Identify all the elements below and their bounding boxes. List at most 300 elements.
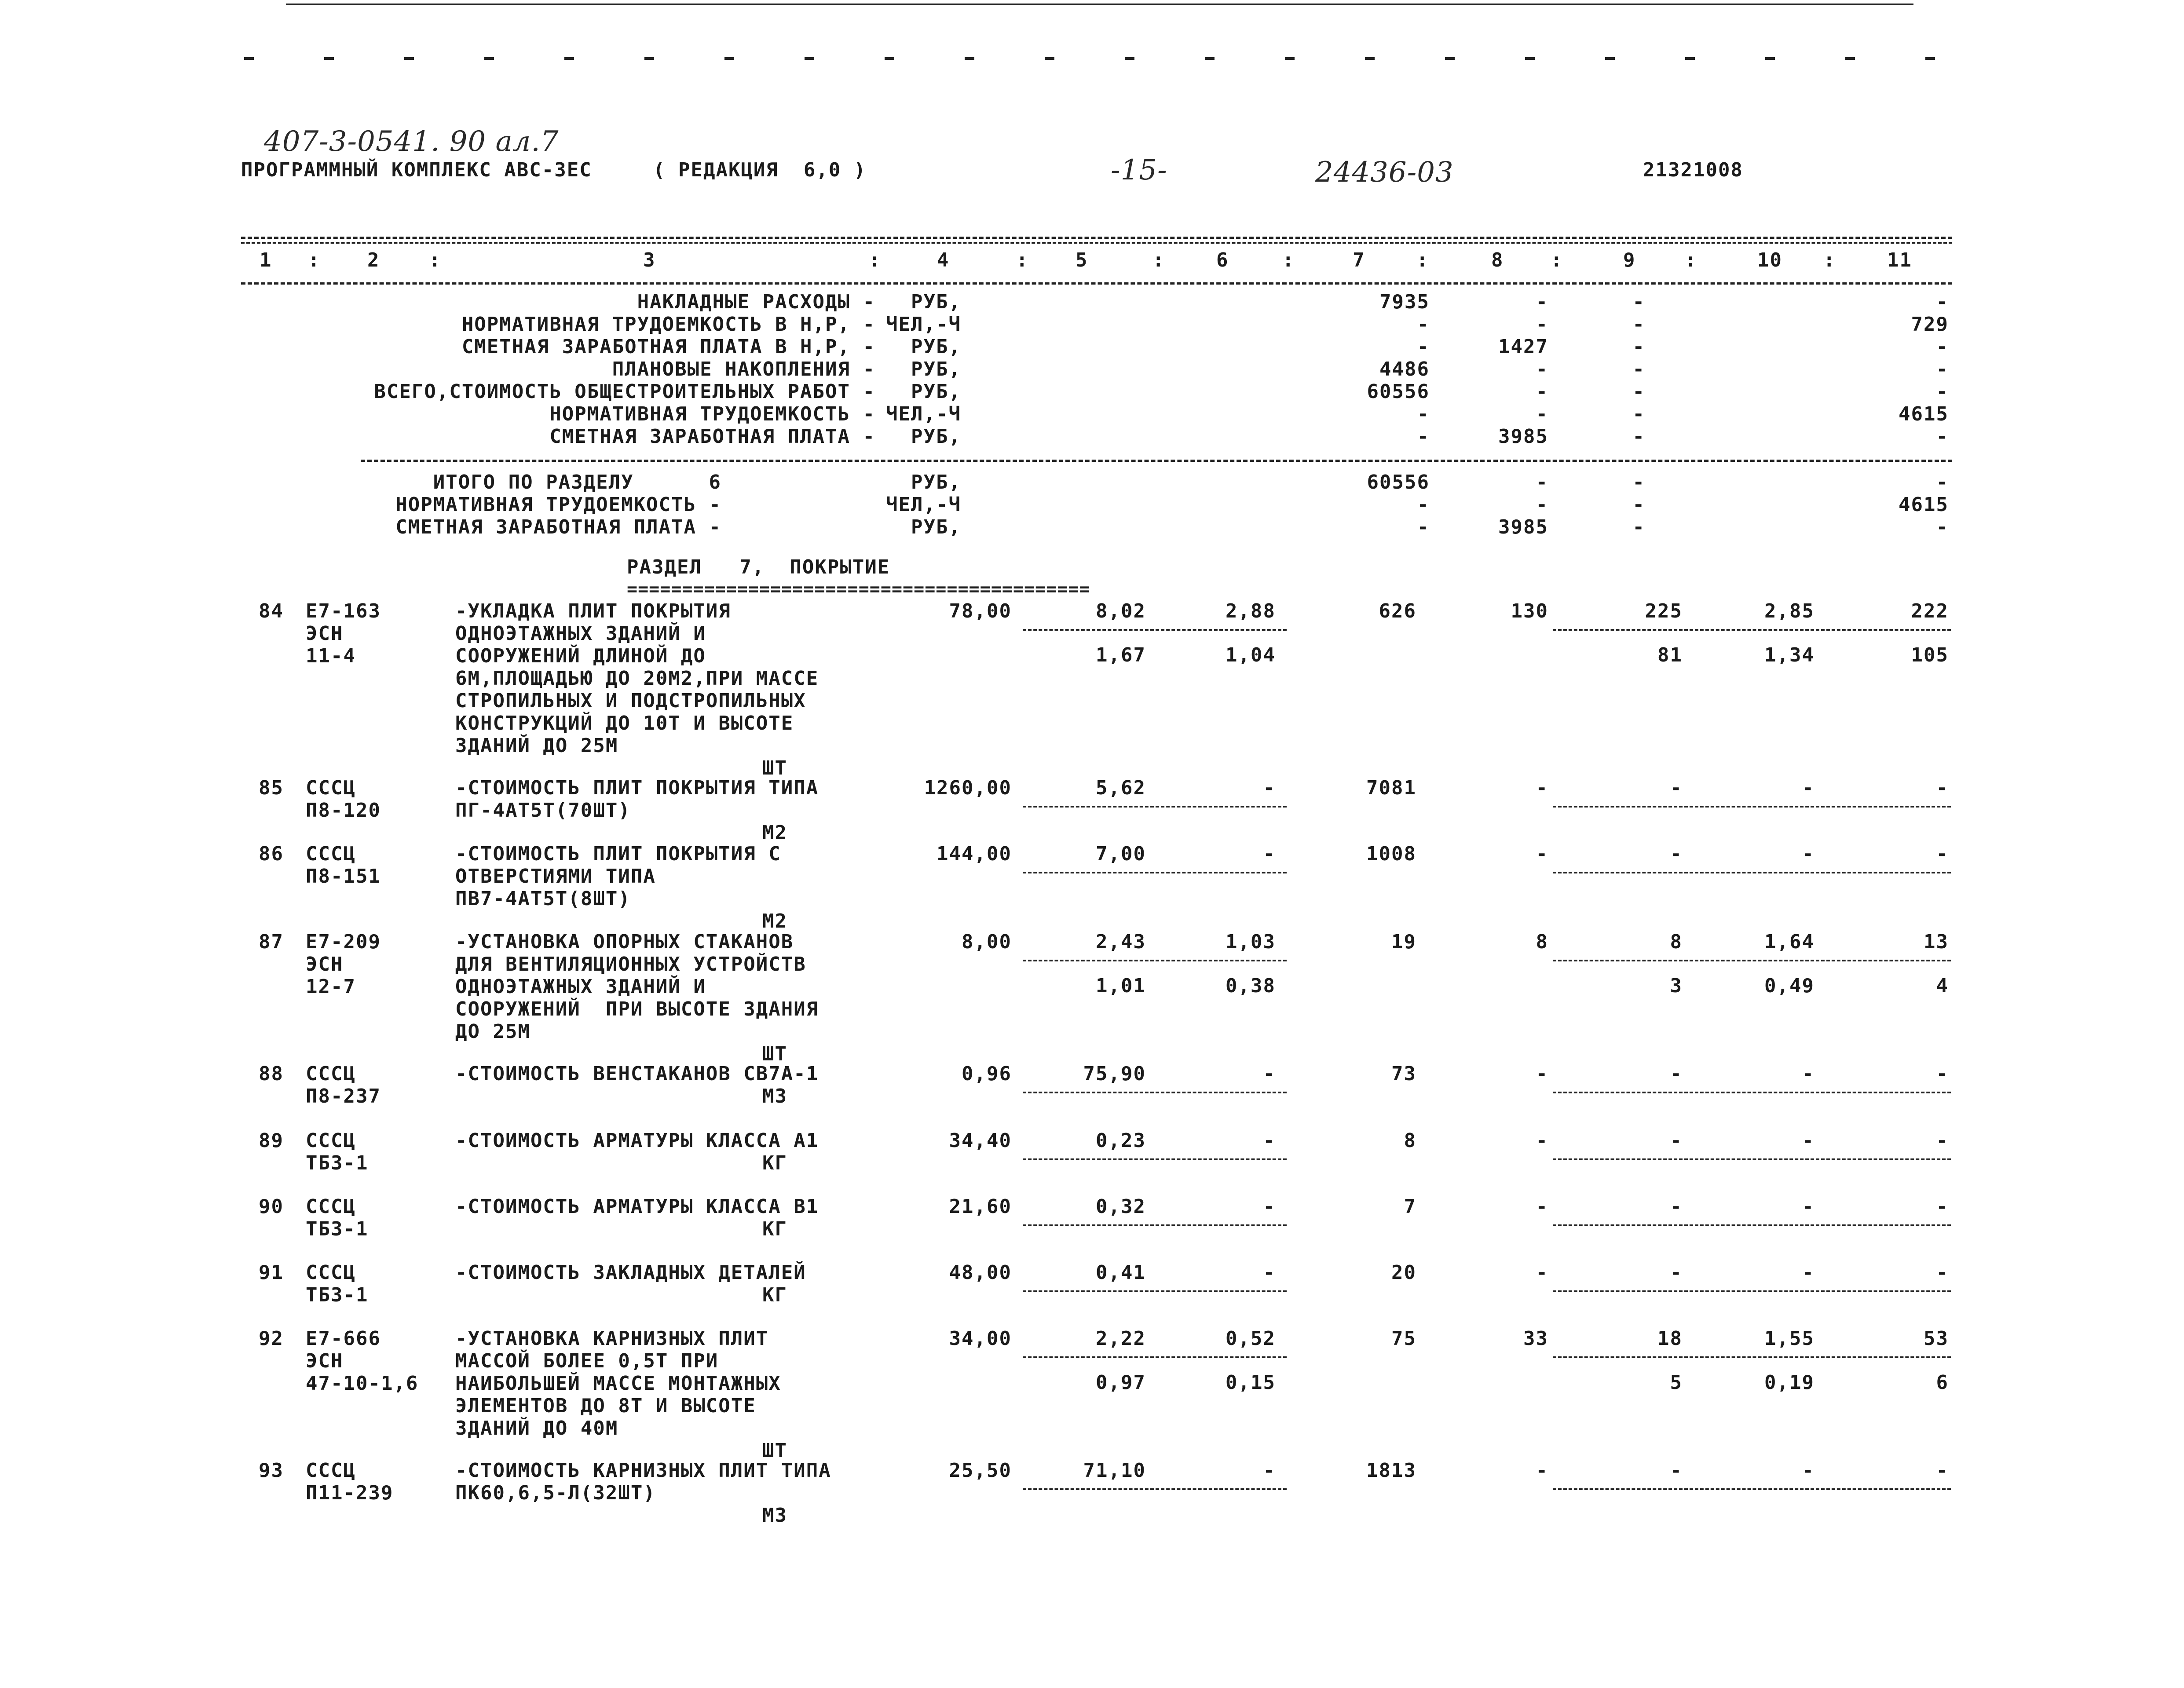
row-description: ПГ-4АТ5Т(70ШТ) (455, 799, 631, 822)
summary-c7: - (1417, 493, 1430, 516)
summary-c11: 4615 (1899, 493, 1949, 516)
perforation-dash (1365, 57, 1375, 60)
summary-c9: - (1632, 380, 1645, 403)
row-description: МАССОЙ БОЛЕЕ 0,5Т ПРИ (455, 1350, 719, 1372)
summary-label: ИТОГО ПО РАЗДЕЛУ 6 (433, 471, 721, 493)
program-title: ПРОГРАММНЫЙ КОМПЛЕКС АВС-ЗЕС (241, 159, 592, 181)
row-code: СССЦ (306, 1195, 356, 1218)
row-c10: - (1802, 1459, 1815, 1482)
row-c10: - (1802, 1261, 1815, 1284)
row-c6: - (1263, 1195, 1276, 1218)
row-unit: ШТ (762, 757, 787, 779)
summary-c9: - (1632, 493, 1645, 516)
row-number: 91 (259, 1261, 284, 1284)
row-c7: 73 (1391, 1063, 1416, 1085)
summary-c8: - (1536, 291, 1548, 313)
summary-unit: РУБ, (911, 358, 961, 380)
row-c6: - (1263, 1459, 1276, 1482)
column-separator: : (1016, 249, 1029, 271)
column-header-6: 6 (1216, 249, 1229, 271)
row-description: -СТОИМОСТЬ ВЕНСТАКАНОВ СВ7А-1 (455, 1063, 819, 1085)
row-c6: 2,88 (1226, 600, 1276, 622)
summary-c7: 7935 (1379, 291, 1430, 313)
row-description: ЗДАНИЙ ДО 40М (455, 1417, 618, 1440)
perforation-dash (965, 57, 974, 60)
row-c5: 75,90 (1083, 1063, 1146, 1085)
row-c11: - (1936, 777, 1949, 799)
row-unit: КГ (762, 1284, 787, 1306)
column-separator: : (308, 249, 321, 271)
perforation-dash (1445, 57, 1455, 60)
column-separator: : (1551, 249, 1563, 271)
row-description: -СТОИМОСТЬ ЗАКЛАДНЫХ ДЕТАЛЕЙ (455, 1261, 806, 1284)
column-separator: : (1685, 249, 1697, 271)
row-description: ЗДАНИЙ ДО 25М (455, 734, 618, 757)
row-code: СССЦ (306, 1459, 356, 1482)
summary-c8: - (1536, 471, 1548, 493)
summary-unit: РУБ, (911, 380, 961, 403)
row-underline-right (1553, 872, 1951, 873)
row-unit: М2 (762, 822, 787, 844)
row-code: П8-237 (306, 1085, 381, 1107)
row-description: -СТОИМОСТЬ ПЛИТ ПОКРЫТИЯ ТИПА (455, 777, 819, 799)
row-c7: 20 (1391, 1261, 1416, 1284)
row-code: ТБ3-1 (306, 1152, 369, 1174)
row-c11: 53 (1924, 1327, 1949, 1350)
column-header-3: 3 (643, 249, 656, 271)
row-c11-second: 4 (1936, 975, 1949, 997)
row-quantity: 0,96 (962, 1063, 1012, 1085)
row-c9-second: 81 (1657, 644, 1683, 666)
perforation-dash (1525, 57, 1535, 60)
row-underline-right (1553, 1356, 1951, 1358)
row-c6: 1,03 (1226, 931, 1276, 953)
column-header-2: 2 (367, 249, 380, 271)
row-c8: - (1536, 1459, 1548, 1482)
row-code: 12-7 (306, 976, 356, 998)
perforation-dash (805, 57, 814, 60)
row-number: 84 (259, 600, 284, 622)
register-code: 24436-03 (1315, 156, 1454, 189)
section-underline: ========================================== (627, 579, 1090, 599)
row-underline-left (1023, 629, 1287, 631)
perforation-dash (1125, 57, 1134, 60)
summary-unit: РУБ, (911, 516, 961, 538)
summary-c11: 729 (1911, 313, 1949, 336)
row-c11: - (1936, 1129, 1949, 1152)
row-c11: - (1936, 843, 1949, 865)
row-description: ОДНОЭТАЖНЫХ ЗДАНИЙ И (455, 976, 706, 998)
perforation-dash (404, 57, 414, 60)
print-code: 21321008 (1643, 159, 1743, 181)
summary-unit: ЧЕЛ,-Ч (886, 493, 961, 516)
row-c9: - (1670, 843, 1683, 865)
row-c7: 19 (1391, 931, 1416, 953)
row-underline-right (1553, 1158, 1951, 1160)
row-description: ЭЛЕМЕНТОВ ДО 8Т И ВЫСОТЕ (455, 1395, 756, 1417)
row-code: Е7-209 (306, 931, 381, 953)
table-top-rule (241, 237, 1952, 239)
table-top-rule-2 (241, 242, 1952, 244)
row-c11-second: 105 (1911, 644, 1949, 666)
perforation-dash (1685, 57, 1695, 60)
row-c9-second: 3 (1670, 975, 1683, 997)
row-code: П8-151 (306, 865, 381, 888)
row-c10: 1,55 (1764, 1327, 1815, 1350)
row-underline-right (1553, 806, 1951, 807)
summary-unit: РУБ, (911, 471, 961, 493)
row-c10: - (1802, 1195, 1815, 1218)
summary-c11: - (1936, 358, 1949, 380)
row-c11: 13 (1924, 931, 1949, 953)
edition: ( РЕДАКЦИЯ 6,0 ) (653, 159, 867, 181)
row-c8: - (1536, 843, 1548, 865)
row-c6-second: 0,15 (1226, 1371, 1276, 1394)
summary-label: НОРМАТИВНАЯ ТРУДОЕМКОСТЬ - (549, 403, 875, 425)
summary-c9: - (1632, 516, 1645, 538)
row-number: 92 (259, 1327, 284, 1350)
row-underline-left (1023, 872, 1287, 873)
row-c9: - (1670, 1195, 1683, 1218)
row-c9: - (1670, 1261, 1683, 1284)
row-number: 86 (259, 843, 284, 865)
row-description: -СТОИМОСТЬ АРМАТУРЫ КЛАССА В1 (455, 1195, 819, 1218)
row-description: -СТОИМОСТЬ ПЛИТ ПОКРЫТИЯ С (455, 843, 781, 865)
summary-label: СМЕТНАЯ ЗАРАБОТНАЯ ПЛАТА - (549, 425, 875, 448)
row-description: ДО 25М (455, 1020, 530, 1043)
column-header-10: 10 (1757, 249, 1782, 271)
row-c5: 2,43 (1096, 931, 1146, 953)
summary-c11: - (1936, 291, 1949, 313)
row-c5: 8,02 (1096, 600, 1146, 622)
perforation-dash (1045, 57, 1054, 60)
summary-c7: - (1417, 336, 1430, 358)
row-description: -СТОИМОСТЬ АРМАТУРЫ КЛАССА А1 (455, 1129, 819, 1152)
row-underline-left (1023, 1224, 1287, 1226)
row-quantity: 48,00 (949, 1261, 1012, 1284)
summary-label: СМЕТНАЯ ЗАРАБОТНАЯ ПЛАТА В Н,Р, - (461, 336, 875, 358)
row-c8: - (1536, 1195, 1548, 1218)
summary-c7: 4486 (1379, 358, 1430, 380)
row-c7: 7081 (1366, 777, 1416, 799)
perforation-dash (1845, 57, 1855, 60)
summary-c7: - (1417, 516, 1430, 538)
row-c6-second: 0,38 (1226, 975, 1276, 997)
row-code: ЭСН (306, 953, 344, 976)
row-underline-left (1023, 1092, 1287, 1093)
summary-c7: - (1417, 313, 1430, 336)
row-c10: - (1802, 1063, 1815, 1085)
row-code: 11-4 (306, 645, 356, 667)
perforation-dash (1925, 57, 1935, 60)
summary-c8: - (1536, 493, 1548, 516)
row-c5: 0,41 (1096, 1261, 1146, 1284)
row-unit: М2 (762, 910, 787, 932)
row-c7: 8 (1404, 1129, 1416, 1152)
column-separator: : (1282, 249, 1295, 271)
row-underline-left (1023, 960, 1287, 961)
column-separator: : (1416, 249, 1429, 271)
row-c6: - (1263, 1129, 1276, 1152)
summary-c7: - (1417, 403, 1430, 425)
column-header-5: 5 (1076, 249, 1088, 271)
row-code: 47-10-1,6 (306, 1372, 419, 1395)
row-c10: - (1802, 843, 1815, 865)
perforation-dash (324, 57, 334, 60)
row-underline-left (1023, 1488, 1287, 1490)
row-c9: 225 (1645, 600, 1683, 622)
row-code: СССЦ (306, 1261, 356, 1284)
row-c11: - (1936, 1063, 1949, 1085)
column-header-8: 8 (1491, 249, 1504, 271)
summary-c9: - (1632, 291, 1645, 313)
column-header-9: 9 (1623, 249, 1636, 271)
row-code: ЭСН (306, 622, 344, 645)
summary-c9: - (1632, 403, 1645, 425)
summary-c9: - (1632, 336, 1645, 358)
row-c8: - (1536, 1129, 1548, 1152)
row-quantity: 25,50 (949, 1459, 1012, 1482)
row-c7: 7 (1404, 1195, 1416, 1218)
row-c6-second: 1,04 (1226, 644, 1276, 666)
summary-label: СМЕТНАЯ ЗАРАБОТНАЯ ПЛАТА - (395, 516, 721, 538)
row-unit: М3 (762, 1085, 787, 1107)
row-c10: - (1802, 1129, 1815, 1152)
row-description: ДЛЯ ВЕНТИЛЯЦИОННЫХ УСТРОЙСТВ (455, 953, 806, 976)
column-header-rule (241, 282, 1952, 285)
summary-c11: - (1936, 336, 1949, 358)
row-code: ТБ3-1 (306, 1284, 369, 1306)
summary-c7: 60556 (1367, 380, 1430, 403)
row-c5-second: 0,97 (1096, 1371, 1146, 1394)
summary-c9: - (1632, 471, 1645, 493)
summary-separator (361, 460, 1952, 462)
row-unit: КГ (762, 1218, 787, 1240)
column-separator: : (1823, 249, 1836, 271)
summary-unit: РУБ, (911, 291, 961, 313)
summary-c8: - (1536, 380, 1548, 403)
row-quantity: 8,00 (962, 931, 1012, 953)
row-c11: 222 (1911, 600, 1949, 622)
row-underline-right (1553, 960, 1951, 961)
summary-c11: 4615 (1899, 403, 1949, 425)
row-code: Е7-666 (306, 1327, 381, 1350)
summary-c8: - (1536, 403, 1548, 425)
perforation-dash (1605, 57, 1615, 60)
row-c11: - (1936, 1195, 1949, 1218)
row-unit: ШТ (762, 1043, 787, 1065)
row-code: ТБ3-1 (306, 1218, 369, 1240)
row-c5: 5,62 (1096, 777, 1146, 799)
row-underline-right (1553, 1224, 1951, 1226)
row-number: 90 (259, 1195, 284, 1218)
row-underline-left (1023, 1290, 1287, 1292)
row-c9-second: 5 (1670, 1371, 1683, 1394)
row-code: П11-239 (306, 1482, 394, 1504)
page-number: -15- (1111, 154, 1167, 186)
summary-c7: 60556 (1367, 471, 1430, 493)
row-number: 85 (259, 777, 284, 799)
row-description: -УСТАНОВКА КАРНИЗНЫХ ПЛИТ (455, 1327, 769, 1350)
perforation-dash (1285, 57, 1295, 60)
row-underline-right (1553, 1092, 1951, 1093)
summary-c8: 3985 (1498, 425, 1548, 448)
row-code: П8-120 (306, 799, 381, 822)
row-code: СССЦ (306, 1129, 356, 1152)
row-underline-left (1023, 1158, 1287, 1160)
summary-unit: РУБ, (911, 336, 961, 358)
row-c9: - (1670, 1063, 1683, 1085)
row-c11-second: 6 (1936, 1371, 1949, 1394)
row-description: СООРУЖЕНИЙ ПРИ ВЫСОТЕ ЗДАНИЯ (455, 998, 819, 1020)
row-description: -УКЛАДКА ПЛИТ ПОКРЫТИЯ (455, 600, 731, 622)
summary-c11: - (1936, 516, 1949, 538)
row-description: ОДНОЭТАЖНЫХ ЗДАНИЙ И (455, 622, 706, 645)
row-number: 87 (259, 931, 284, 953)
perforation-dash (1205, 57, 1215, 60)
row-unit: ШТ (762, 1440, 787, 1462)
row-description: -УСТАНОВКА ОПОРНЫХ СТАКАНОВ (455, 931, 794, 953)
row-c9: - (1670, 1459, 1683, 1482)
row-description: 6М,ПЛОЩАДЬЮ ДО 20М2,ПРИ МАССЕ (455, 667, 819, 690)
row-underline-right (1553, 1290, 1951, 1292)
row-c8: - (1536, 1261, 1548, 1284)
row-code: Е7-163 (306, 600, 381, 622)
row-underline-right (1553, 1488, 1951, 1490)
row-unit: М3 (762, 1504, 787, 1527)
summary-label: НОРМАТИВНАЯ ТРУДОЕМКОСТЬ В Н,Р, - (461, 313, 875, 336)
summary-label: ВСЕГО,СТОИМОСТЬ ОБЩЕСТРОИТЕЛЬНЫХ РАБОТ - (374, 380, 875, 403)
row-c10: 1,64 (1764, 931, 1815, 953)
perforation-dash (564, 57, 574, 60)
row-c9: - (1670, 777, 1683, 799)
summary-c8: 1427 (1498, 336, 1548, 358)
row-description: ПК60,6,5-Л(32ШТ) (455, 1482, 656, 1504)
row-c6: - (1263, 777, 1276, 799)
row-underline-left (1023, 806, 1287, 807)
summary-c9: - (1632, 313, 1645, 336)
summary-c8: - (1536, 313, 1548, 336)
row-quantity: 78,00 (949, 600, 1012, 622)
doc-number: 407-3-0541. 90 ал.7 (264, 125, 559, 158)
row-quantity: 34,40 (949, 1129, 1012, 1152)
column-header-11: 11 (1887, 249, 1912, 271)
row-c6: 0,52 (1226, 1327, 1276, 1350)
summary-c9: - (1632, 358, 1645, 380)
row-c8: - (1536, 1063, 1548, 1085)
row-description: СТРОПИЛЬНЫХ И ПОДСТРОПИЛЬНЫХ (455, 690, 806, 712)
summary-c11: - (1936, 471, 1949, 493)
summary-c11: - (1936, 380, 1949, 403)
row-c8: 130 (1511, 600, 1548, 622)
perforation-dash (644, 57, 654, 60)
summary-label: НОРМАТИВНАЯ ТРУДОЕМКОСТЬ - (395, 493, 721, 516)
row-c7: 1008 (1366, 843, 1416, 865)
row-c5: 2,22 (1096, 1327, 1146, 1350)
summary-c9: - (1632, 425, 1645, 448)
row-c10: - (1802, 777, 1815, 799)
row-c10-second: 0,19 (1764, 1371, 1815, 1394)
row-quantity: 144,00 (937, 843, 1012, 865)
row-c7: 1813 (1366, 1459, 1416, 1482)
summary-c8: 3985 (1498, 516, 1548, 538)
row-c6: - (1263, 843, 1276, 865)
column-header-7: 7 (1353, 249, 1365, 271)
row-number: 89 (259, 1129, 284, 1152)
row-description: НАИБОЛЬШЕЙ МАССЕ МОНТАЖНЫХ (455, 1372, 781, 1395)
row-c11: - (1936, 1261, 1949, 1284)
summary-c7: - (1417, 425, 1430, 448)
row-c10-second: 0,49 (1764, 975, 1815, 997)
column-separator: : (869, 249, 882, 271)
row-underline-right (1553, 629, 1951, 631)
row-description: СООРУЖЕНИЙ ДЛИНОЙ ДО (455, 645, 706, 667)
row-code: СССЦ (306, 1063, 356, 1085)
row-c5: 71,10 (1083, 1459, 1146, 1482)
column-header-4: 4 (937, 249, 950, 271)
summary-c11: - (1936, 425, 1949, 448)
section-title: РАЗДЕЛ 7, ПОКРЫТИЕ (627, 556, 890, 578)
top-rule (286, 4, 1913, 5)
summary-unit: РУБ, (911, 425, 961, 448)
row-c7: 75 (1391, 1327, 1416, 1350)
perforation-dash (1765, 57, 1775, 60)
column-separator: : (429, 249, 442, 271)
row-description: ПВ7-4АТ5Т(8ШТ) (455, 888, 631, 910)
row-underline-left (1023, 1356, 1287, 1358)
column-header-1: 1 (260, 249, 272, 271)
row-c5: 7,00 (1096, 843, 1146, 865)
row-c9: 8 (1670, 931, 1683, 953)
summary-unit: ЧЕЛ,-Ч (886, 313, 961, 336)
row-c5: 0,23 (1096, 1129, 1146, 1152)
row-c10-second: 1,34 (1764, 644, 1815, 666)
perforation-dash (724, 57, 734, 60)
row-c9: 18 (1657, 1327, 1683, 1350)
row-code: СССЦ (306, 777, 356, 799)
row-description: ОТВЕРСТИЯМИ ТИПА (455, 865, 656, 888)
row-number: 88 (259, 1063, 284, 1085)
row-c5-second: 1,01 (1096, 975, 1146, 997)
row-description: КОНСТРУКЦИЙ ДО 10Т И ВЫСОТЕ (455, 712, 794, 734)
perforation-dash (885, 57, 894, 60)
row-c9: - (1670, 1129, 1683, 1152)
row-unit: КГ (762, 1152, 787, 1174)
row-c11: - (1936, 1459, 1949, 1482)
row-quantity: 21,60 (949, 1195, 1012, 1218)
summary-label: ПЛАНОВЫЕ НАКОПЛЕНИЯ - (612, 358, 875, 380)
row-c5-second: 1,67 (1096, 644, 1146, 666)
perforation-dash (484, 57, 494, 60)
summary-unit: ЧЕЛ,-Ч (886, 403, 961, 425)
column-separator: : (1152, 249, 1165, 271)
perforation-dash (244, 57, 254, 60)
summary-c8: - (1536, 358, 1548, 380)
row-c6: - (1263, 1063, 1276, 1085)
row-quantity: 1260,00 (924, 777, 1012, 799)
row-code: ЭСН (306, 1350, 344, 1372)
row-c7: 626 (1379, 600, 1416, 622)
row-c8: 33 (1523, 1327, 1548, 1350)
summary-label: НАКЛАДНЫЕ РАСХОДЫ - (637, 291, 875, 313)
row-code: СССЦ (306, 843, 356, 865)
row-c8: 8 (1536, 931, 1548, 953)
row-c6: - (1263, 1261, 1276, 1284)
row-c8: - (1536, 777, 1548, 799)
row-c10: 2,85 (1764, 600, 1815, 622)
row-quantity: 34,00 (949, 1327, 1012, 1350)
row-number: 93 (259, 1459, 284, 1482)
